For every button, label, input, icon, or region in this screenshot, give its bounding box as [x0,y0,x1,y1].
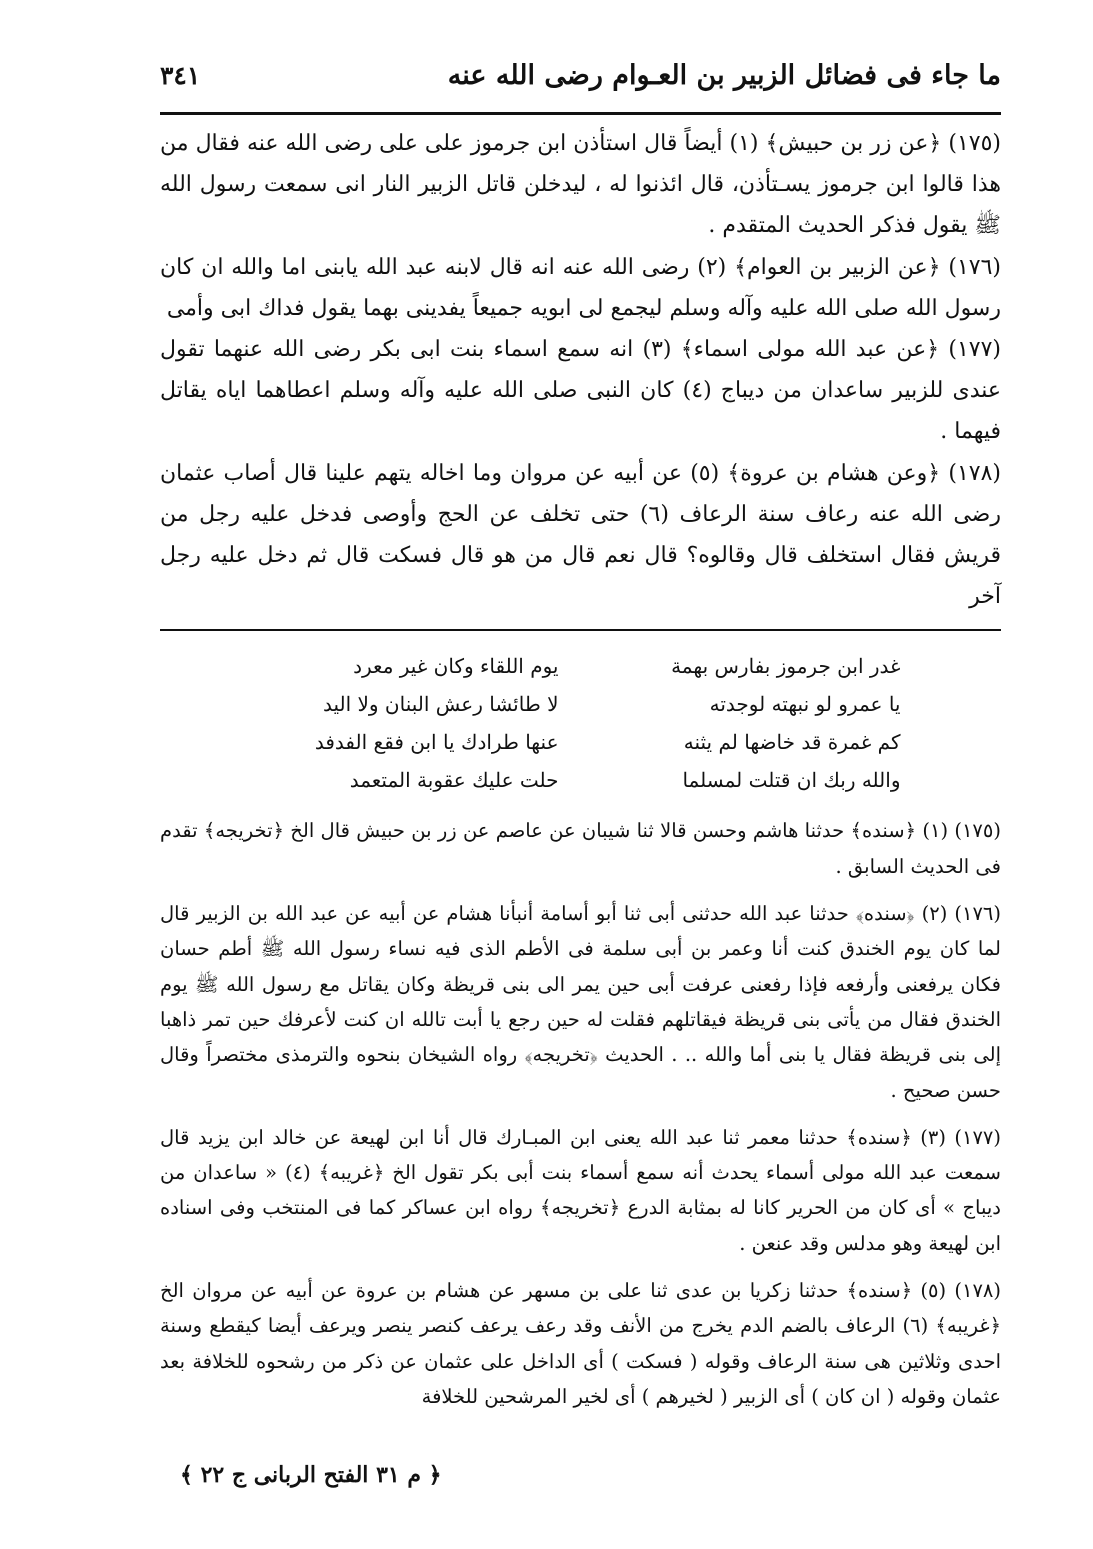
poem-line-4-b: حلت عليك عقوبة المتعمد [349,768,559,793]
footnotes [160,813,1001,1414]
poem-line-2-a: يا عمرو لو نبهته لوجدته [709,692,901,717]
poem [261,647,901,799]
hadith-177: (١٧٧) ﴿عن عبد الله مولى اسماء﴾ (٣) انه سمع اسماء بنت ابى بكر رضى الله عنهما تقول عندى للزبير ساعدان من ديباج (٤) كان النبى صلى الله عليه وآله وسلم اعطاهما اياه يقاتل فيهما . [160,337,1002,445]
hadith-text [160,115,1001,629]
signature-footer: ﴿ م ٣١ الفتح الربانى ج ٢٢ ﴾ [180,1462,442,1488]
page-header [160,60,1001,112]
note-177: (١٧٧) (٣) ﴿سنده﴾ حدثنا معمر ثنا عبد الله يعنى ابن المبـارك قال أنا ابن لهيعة عن خالد ابن يزيد قال سمعت عبد الله مولى أسماء يحدث أنه سمع أسماء بنت أبى بكر تقول الخ ﴿غريبه﴾ (٤) « ساعدان من ديباج » أى كان من الحرير كانا له بمثابة الدرع ﴿تخريجه﴾ رواه ابن عساكر كما فى المنتخب وفى اسناده ابن لهيعة وهو مدلس وقد عنعن . [160,1125,1002,1255]
poem-line-2-b: لا طائشا رعش البنان ولا اليد [322,692,559,717]
poem-line-3-a: كم غمرة قد خاضها لم يثنه [683,730,901,755]
poem-line-1-a: غدر ابن جرموز بفارس بهمة [671,654,901,679]
page-number: ٣٤١ [160,61,201,90]
hadith-176: (١٧٦) ﴿عن الزبير بن العوام﴾ (٢) رضى الله عنه انه قال لابنه عبد الله يابنى اما والله ان كان رسول الله صلى الله عليه وآله وسلم ليجمع لى ابويه جميعاً يفدينى بهما يقول فداك ابى وأمى [160,254,1001,321]
poem-line-3-b: عنها طرادك يا ابن فقع الفدفد [314,730,559,755]
hadith-178: (١٧٨) ﴿وعن هشام بن عروة﴾ (٥) عن أبيه عن مروان وما اخاله يتهم علينا قال أصاب عثمان رضى الله عنه رعاف سنة الرعاف (٦) حتى تخلف عن الحج وأوصى فدخل عليه رجل من قريش فقال استخلف قال وقالوه؟ قال نعم قال من هو قال فسكت قال ثم دخل عليه رجل آخر [160,460,1001,610]
note-176: (١٧٦) (٢) ﴿سنده﴾ حدثنا عبد الله حدثنى أبى ثنا أبو أسامة أنبأنا هشام عن أبيه عن عبد الله بن الزبير قال لما كان يوم الخندق كنت أنا وعمر بن أبى سلمة فى الأطم الذى فيه نساء رسول الله ﷺ أطم حسان فكان يرفعنى وأرفعه فإذا رفعنى عرفت أبى حين يمر الى بنى قريظة وكان يقاتل مع رسول الله ﷺ يوم الخندق فقال من يأتى بنى قريظة فيقاتلهم فقلت له حين رجع يا أبت تالله ان كنت لأعرفك حين تمر ذاهبا إلى بنى قريظة فقال يا بنى أما والله .. . الحديث ﴿تخريجه﴾ رواه الشيخان بنحوه والترمذى مختصراً وقال حسن صحيح . [160,902,1001,1102]
note-175: (١٧٥) (١) ﴿سنده﴾ حدثنا هاشم وحسن قالا ثنا شيبان عن عاصم عن زر بن حبيش قال الخ ﴿تخريجه﴾ تقدم فى الحديث السابق . [160,819,1001,878]
poem-line-4-a: والله ربك ان قتلت لمسلما [682,768,901,793]
chapter-title: ما جاء فى فضائل الزبير بن العـوام رضى الله عنه [447,60,1001,91]
poem-line-1-b: يوم اللقاء وكان غير معرد [353,654,559,679]
note-178: (١٧٨) (٥) ﴿سنده﴾ حدثنا زكريا بن عدى ثنا على بن مسهر عن هشام بن عروة عن أبيه عن مروان الخ ﴿غريبه﴾ (٦) الرعاف بالضم الدم يخرج من الأنف وقد رعف يرعف كنصر ينصر ويرعف أيضا كيقطع وسنة احدى وثلاثين هى سنة الرعاف وقوله ( فسكت ) أى الداخل على عثمان عن ذكر من رشحوه للخلافة بعد عثمان وقوله ( ان كان ) أى الزبير ( لخيرهم ) أى لخير المرشحين للخلافة [160,1279,1001,1408]
text-notes-separator [160,629,1001,631]
hadith-175: (١٧٥) ﴿عن زر بن حبيش﴾ (١) أيضاً قال استأذن ابن جرموز على على رضى الله عنه فقال من هذا قالوا ابن جرموز يسـتأذن، قال ائذنوا له ، ليدخلن قاتل الزبير النار انى سمعت رسول الله ﷺ يقول فذكر الحديث المتقدم . [160,131,1001,239]
